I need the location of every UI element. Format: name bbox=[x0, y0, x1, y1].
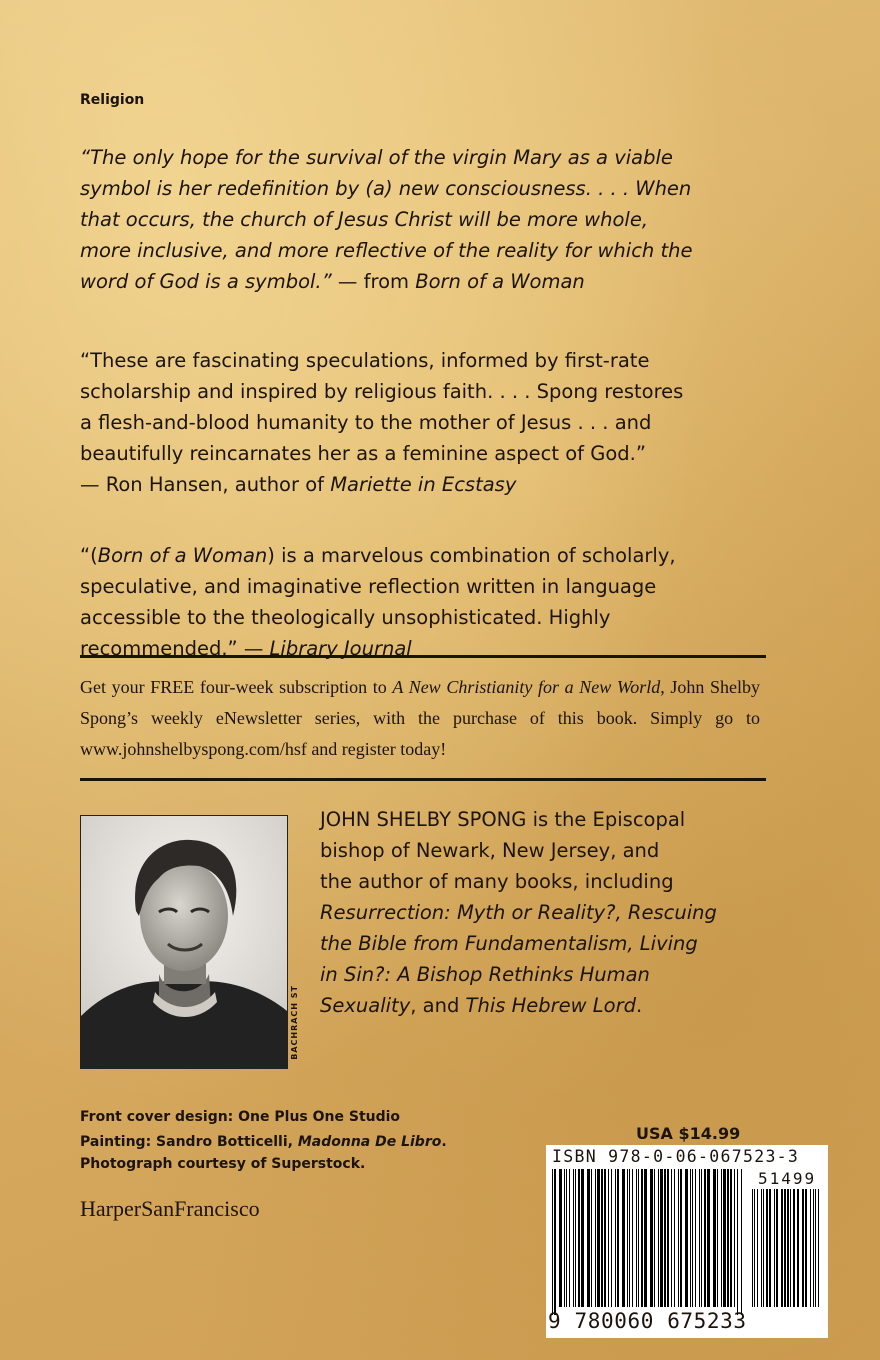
barcode-bar bbox=[644, 1169, 647, 1307]
painting-prefix: Painting: Sandro Botticelli, bbox=[80, 1134, 298, 1150]
barcode-bar bbox=[741, 1169, 742, 1315]
barcode-bar bbox=[810, 1189, 811, 1307]
barcode-bar bbox=[552, 1169, 553, 1315]
barcode-bar bbox=[685, 1169, 688, 1307]
barcode-bar bbox=[802, 1189, 804, 1307]
barcode-bar bbox=[797, 1189, 799, 1307]
barcode-bar bbox=[564, 1169, 565, 1307]
barcode-bar bbox=[723, 1169, 726, 1307]
barcode-bar bbox=[573, 1169, 574, 1307]
barcode-bar bbox=[578, 1169, 580, 1307]
barcode-bar bbox=[660, 1169, 663, 1307]
barcode-bar bbox=[737, 1169, 738, 1315]
barcode-bar bbox=[671, 1169, 672, 1307]
barcode-bar bbox=[569, 1169, 570, 1307]
barcode-bar bbox=[566, 1169, 567, 1307]
barcode-bar bbox=[757, 1189, 758, 1307]
bio-end: . bbox=[635, 994, 643, 1017]
barcode-bar bbox=[575, 1169, 576, 1307]
quote1-line: symbol is her redefinition by (a) new consciousness. . . . When bbox=[80, 177, 692, 200]
bio-book-title: Sexuality bbox=[320, 994, 411, 1017]
barcode-bar bbox=[627, 1169, 628, 1307]
isbn-text: ISBN 978-0-06-067523-3 bbox=[552, 1147, 800, 1166]
barcode-bar bbox=[674, 1169, 675, 1307]
quote1-line: more inclusive, and more reflective of the reality for which the bbox=[80, 239, 693, 262]
barcode bbox=[546, 1145, 828, 1338]
cover-design-credit: Front cover design: One Plus One Studio bbox=[80, 1109, 401, 1125]
bio-line: bishop of Newark, New Jersey, and bbox=[320, 839, 660, 862]
barcode-bar bbox=[654, 1169, 655, 1307]
barcode-bar bbox=[769, 1189, 771, 1307]
bio-books-line: the Bible from Fundamentalism, Living bbox=[320, 932, 698, 955]
barcode-bar bbox=[587, 1169, 590, 1307]
barcode-bar bbox=[695, 1169, 696, 1307]
quote1-attribution: — from bbox=[331, 270, 416, 293]
barcode-bar bbox=[776, 1189, 778, 1307]
barcode-bar bbox=[717, 1169, 718, 1307]
quote3-line: ) is a marvelous combination of scholarly, bbox=[267, 544, 676, 567]
bio-books-line: Resurrection: Myth or Reality?, Rescuing bbox=[320, 901, 717, 924]
newsletter-promo bbox=[80, 672, 760, 765]
barcode-bar bbox=[559, 1169, 562, 1307]
barcode-bar bbox=[774, 1189, 775, 1307]
barcode-bar bbox=[554, 1169, 556, 1315]
barcode-bar bbox=[601, 1169, 603, 1307]
quote1-source: Born of a Woman bbox=[415, 270, 585, 293]
barcode-bar bbox=[595, 1169, 596, 1307]
category-label: Religion bbox=[80, 92, 145, 108]
barcode-bar bbox=[678, 1169, 679, 1307]
quote3-title: Born of a Woman bbox=[97, 544, 268, 567]
barcode-bar bbox=[664, 1169, 666, 1307]
barcode-bar bbox=[713, 1169, 716, 1307]
quote3-line: speculative, and imaginative reflection written in language bbox=[80, 575, 657, 598]
barcode-bar bbox=[699, 1169, 700, 1307]
barcode-bar bbox=[629, 1169, 630, 1307]
painting-credit bbox=[80, 1131, 500, 1153]
barcode-bar bbox=[707, 1169, 710, 1307]
barcode-bar bbox=[754, 1189, 755, 1307]
divider-bottom bbox=[80, 778, 766, 781]
photograph-credit: Photograph courtesy of Superstock. bbox=[80, 1156, 366, 1172]
painting-title: Madonna De Libro bbox=[297, 1134, 442, 1150]
quote-born-of-a-woman bbox=[80, 142, 780, 297]
barcode-bar bbox=[638, 1169, 639, 1307]
barcode-bar bbox=[721, 1169, 722, 1307]
barcode-bar bbox=[766, 1189, 768, 1307]
barcode-bar bbox=[787, 1189, 789, 1307]
barcode-bar bbox=[805, 1189, 807, 1307]
publisher-name: HarperSanFrancisco bbox=[80, 1196, 260, 1221]
author-portrait-image bbox=[81, 816, 287, 1068]
barcode-bar bbox=[608, 1169, 609, 1307]
barcode-bar bbox=[604, 1169, 606, 1307]
barcode-bar bbox=[597, 1169, 600, 1307]
barcode-bar bbox=[781, 1189, 783, 1307]
barcode-bar bbox=[632, 1169, 633, 1307]
barcode-bar bbox=[818, 1189, 819, 1307]
barcode-bar bbox=[615, 1169, 616, 1307]
barcode-bar bbox=[658, 1169, 659, 1307]
quote3-line: recommended.” — bbox=[80, 637, 270, 660]
barcode-bar bbox=[611, 1169, 612, 1307]
cover-credits bbox=[80, 1106, 500, 1175]
barcode-bar bbox=[727, 1169, 729, 1307]
quote3-line: accessible to the theologically unsophisticated. Highly bbox=[80, 606, 611, 629]
quote2-source: Mariette in Ecstasy bbox=[330, 473, 517, 496]
quote-ron-hansen bbox=[80, 345, 780, 500]
barcode-bar bbox=[680, 1169, 682, 1307]
quote3-open: “( bbox=[80, 544, 98, 567]
quote2-attribution: — Ron Hansen, author of bbox=[80, 473, 331, 496]
barcode-bar bbox=[692, 1169, 693, 1307]
bio-joiner: , and bbox=[410, 994, 466, 1017]
promo-newsletter-title: A New Christianity for a New World bbox=[392, 677, 661, 697]
price-addon-text: 51499 bbox=[758, 1169, 817, 1188]
barcode-bar bbox=[784, 1189, 786, 1307]
quote-library-journal bbox=[80, 540, 780, 664]
divider-top bbox=[80, 655, 766, 658]
bio-book-title: This Hebrew Lord bbox=[465, 994, 636, 1017]
barcode-bar bbox=[734, 1169, 735, 1307]
barcode-bar bbox=[752, 1189, 753, 1307]
barcode-bar bbox=[763, 1189, 764, 1307]
promo-text-before: Get your FREE four-week subscription to bbox=[80, 677, 393, 697]
bio-line: JOHN SHELBY SPONG is the Episcopal bbox=[320, 808, 686, 831]
quote2-line: “These are fascinating speculations, informed by first-rate bbox=[80, 349, 650, 372]
barcode-bar bbox=[813, 1189, 814, 1307]
quote1-line: that occurs, the church of Jesus Christ will be more whole, bbox=[80, 208, 649, 231]
quote1-line: “The only hope for the survival of the virgin Mary as a viable bbox=[80, 146, 673, 169]
painting-end: . bbox=[441, 1134, 447, 1150]
barcode-bar bbox=[815, 1189, 816, 1307]
barcode-bar bbox=[622, 1169, 625, 1307]
barcode-bar bbox=[730, 1169, 732, 1307]
quote2-line: beautifully reincarnates her as a feminine aspect of God.” bbox=[80, 442, 646, 465]
barcode-bar bbox=[704, 1169, 706, 1307]
barcode-bar bbox=[591, 1169, 592, 1307]
barcode-bar bbox=[701, 1169, 702, 1307]
barcode-bar bbox=[667, 1169, 669, 1307]
barcode-bar bbox=[636, 1169, 637, 1307]
quote1-line: word of God is a symbol.” bbox=[80, 270, 332, 293]
promo-text-after: , John Shelby Spong’s weekly eNewsletter series, with the purchase of this book. Simply go to www.johnshelbyspong.com/hsf and register today! bbox=[80, 677, 760, 759]
photo-credit: BACHRACH ST bbox=[290, 985, 299, 1060]
bio-books-line: in Sin?: A Bishop Rethinks Human bbox=[320, 963, 650, 986]
barcode-bar bbox=[581, 1169, 584, 1307]
quote2-line: a flesh-and-blood humanity to the mother of Jesus . . . and bbox=[80, 411, 652, 434]
barcode-bar bbox=[650, 1169, 653, 1307]
barcode-bar bbox=[793, 1189, 795, 1307]
barcode-bar bbox=[790, 1189, 791, 1307]
quote3-source: Library Journal bbox=[269, 637, 412, 660]
bio-line: the author of many books, including bbox=[320, 870, 674, 893]
barcode-bar bbox=[617, 1169, 619, 1307]
quote2-line: scholarship and inspired by religious faith. . . . Spong restores bbox=[80, 380, 684, 403]
author-bio bbox=[320, 804, 790, 1021]
barcode-bar bbox=[690, 1169, 691, 1307]
author-photo bbox=[80, 815, 288, 1069]
ean-text: 9 780060 675233 bbox=[548, 1309, 747, 1333]
barcode-bar bbox=[761, 1189, 762, 1307]
barcode-bar bbox=[641, 1169, 643, 1307]
price-label: USA $14.99 bbox=[636, 1124, 741, 1143]
